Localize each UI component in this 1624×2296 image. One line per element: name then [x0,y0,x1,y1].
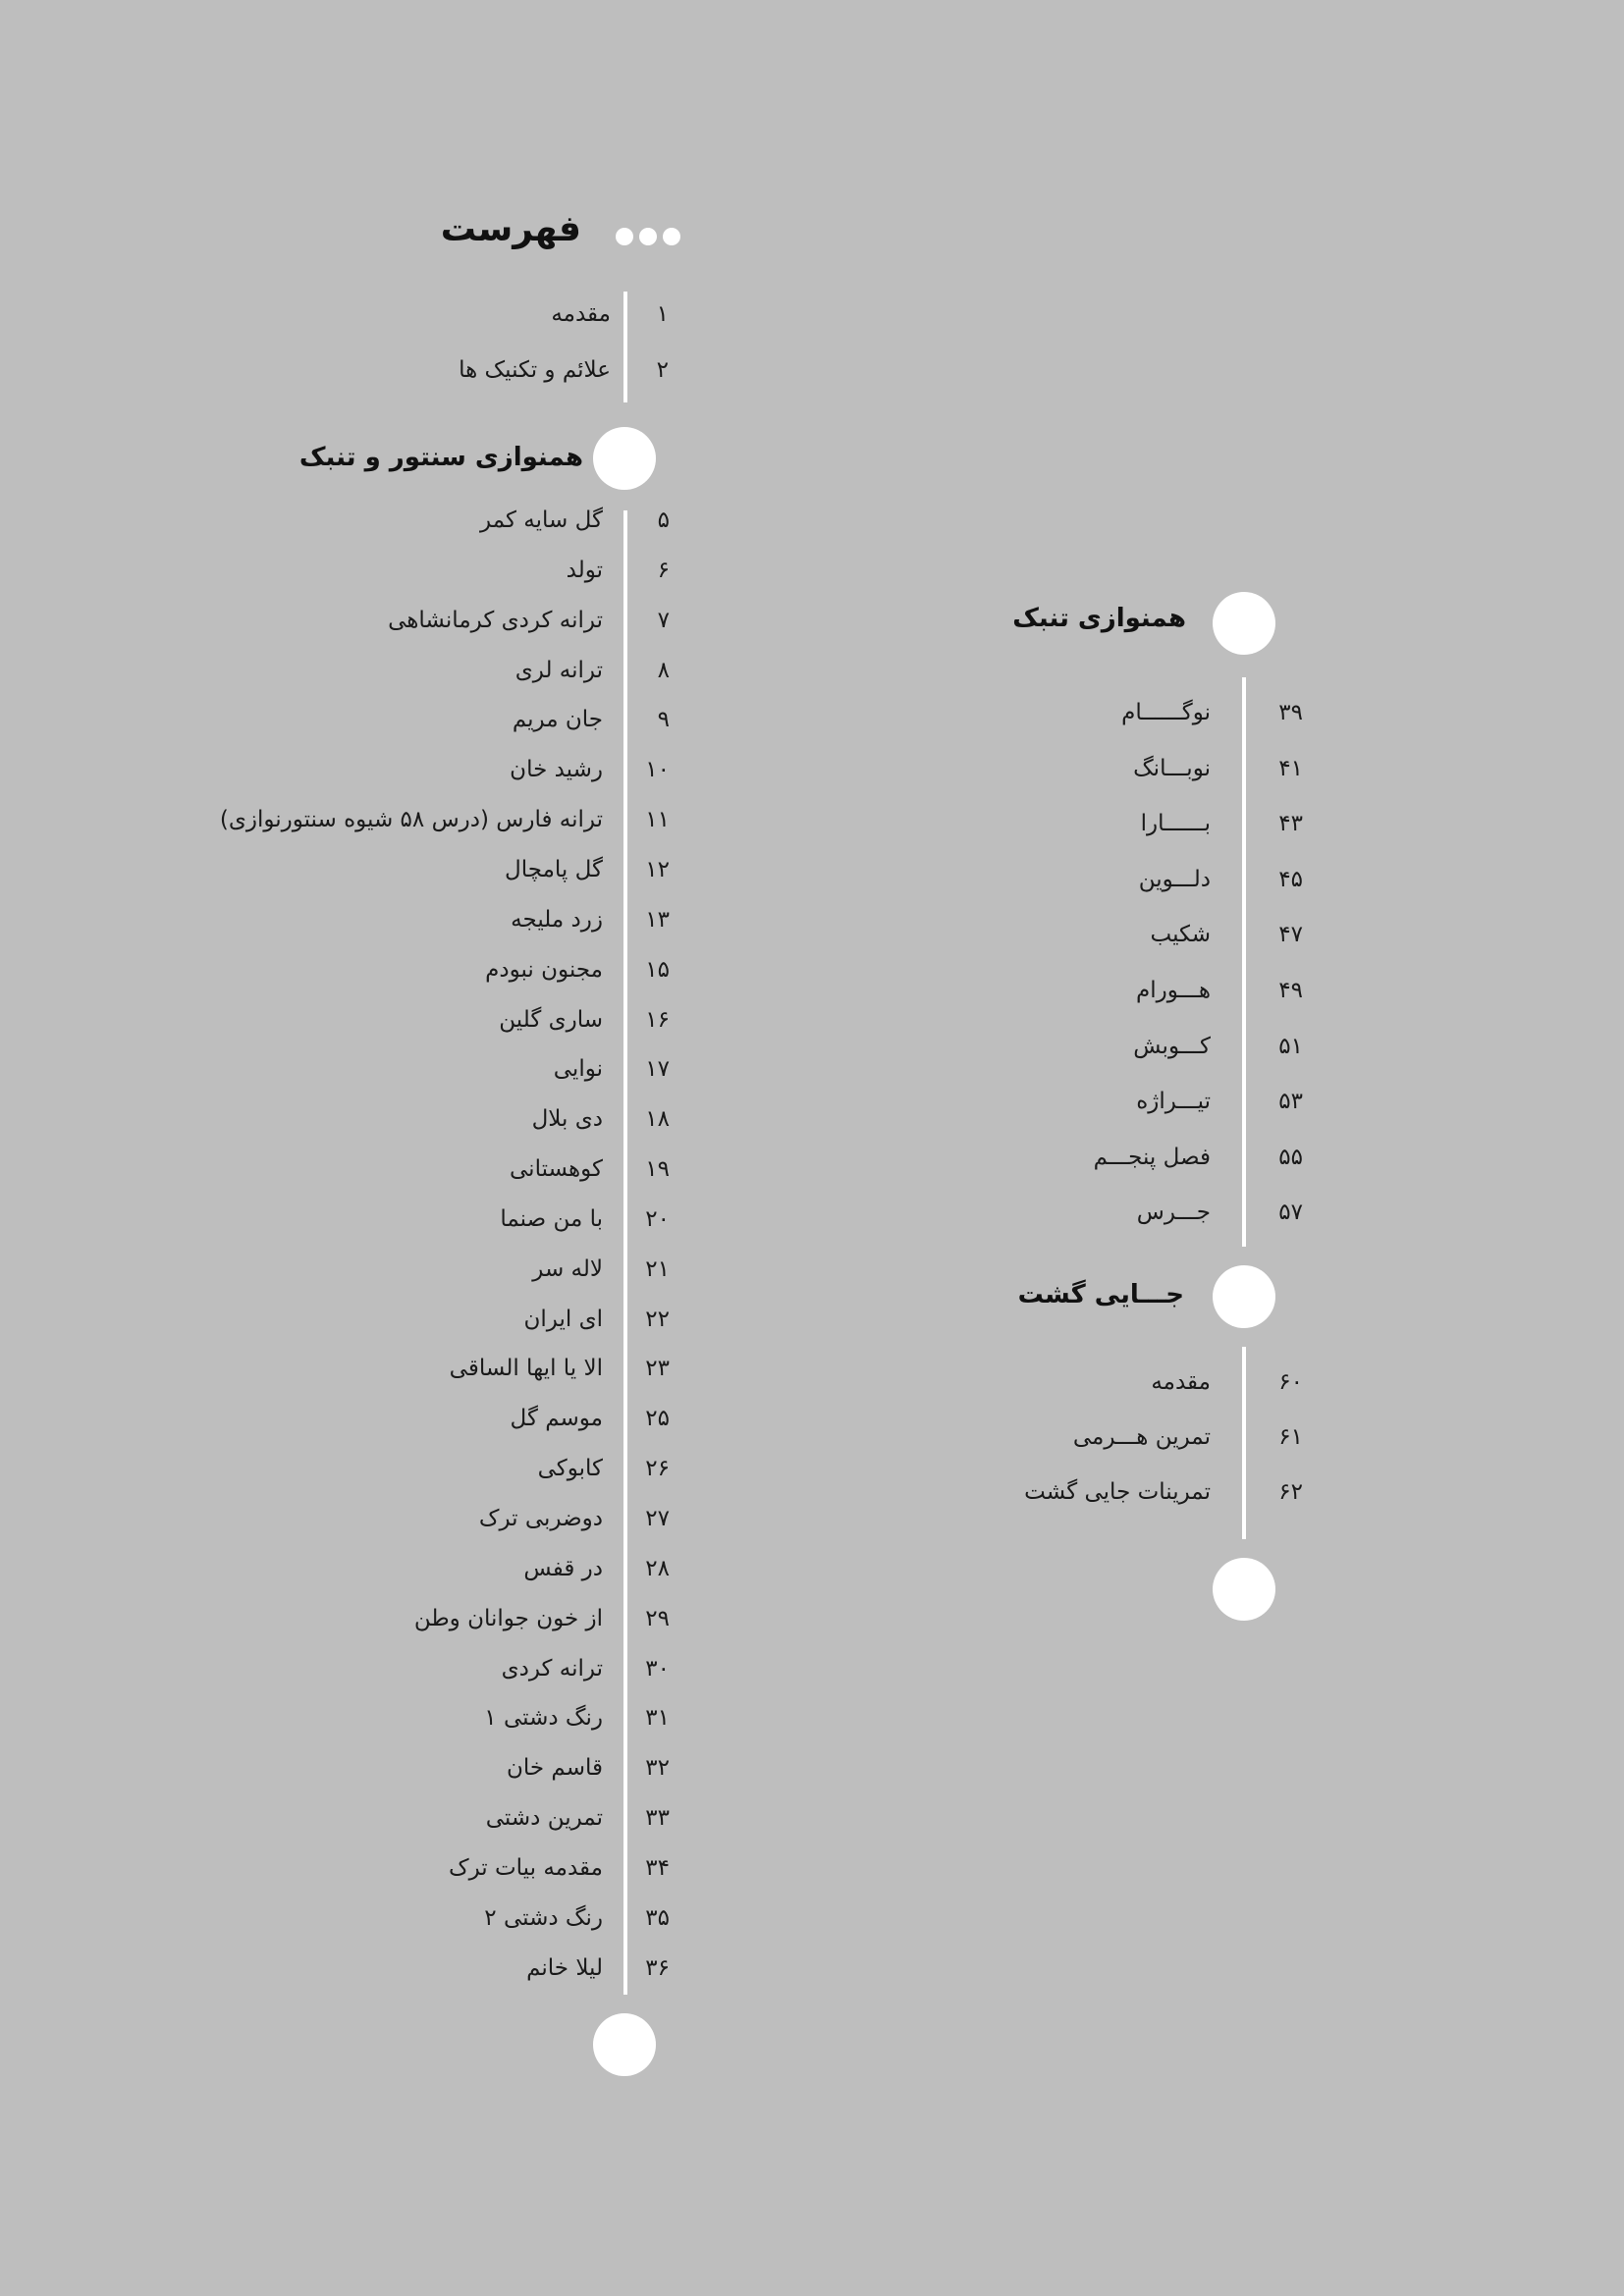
toc-entry[interactable] [0,294,1624,334]
entry-title: ای ایران [523,1306,603,1332]
entry-title: علائم و تکنیک ها [459,356,611,383]
toc-entry[interactable] [0,1949,1624,1988]
entry-title: تمرین هـــرمی [1072,1424,1211,1450]
toc-entry[interactable] [0,1472,1624,1512]
entry-title: بــــــارا [1140,811,1211,837]
toc-entry[interactable] [0,1362,1624,1402]
page-number: ۲۶ [645,1456,670,1482]
toc-entry[interactable] [0,693,1624,732]
entry-title: گل پامچال [505,856,603,882]
entry-title: رشید خان [510,757,603,783]
toc-entry[interactable] [0,1848,1624,1888]
page-number: ۴۳ [1278,811,1303,837]
entry-title: ترانه کردی [501,1655,603,1682]
section-heading-santoor-tonbak: همنوازی سنتور و تنبک [298,443,583,472]
entry-title: ساری گلین [499,1006,603,1033]
entry-title: دی بلال [531,1106,603,1133]
page-number: ۱۰ [645,757,670,783]
page-number: ۳۵ [645,1904,670,1931]
page-number: ۱۱ [645,807,670,833]
toc-entry[interactable] [0,651,1624,690]
page-number: ۱۲ [645,856,670,882]
entry-title: دلـــوین [1138,866,1211,892]
section-marker-circle [593,427,656,490]
toc-entry[interactable] [0,350,1624,390]
entry-title: مجنون نبودم [485,956,603,983]
page-number: ۱۸ [645,1106,670,1133]
entry-title: کابوکی [537,1456,603,1482]
page-number: ۳۲ [645,1755,670,1782]
entry-title: ترانه فارس (درس ۵۸ شیوه سنتورنوازی) [219,807,603,833]
section-heading-tonbak: همنوازی تنبک [1012,604,1186,633]
toc-entry[interactable] [0,1082,1624,1121]
page-number: ۲۰ [645,1205,670,1232]
entry-title: ترانه کردی کرمانشاهی [388,607,603,633]
entry-title: تمرین دشتی [485,1805,603,1832]
entry-title: هـــورام [1136,978,1211,1003]
page-number: ۳۰ [645,1655,670,1682]
page-number: ۴۵ [1278,866,1303,892]
entry-title: شکیب [1150,922,1211,948]
entry-title: قاسم خان [506,1755,603,1782]
section-end-circle [593,2013,656,2076]
page-number: ۶۰ [1278,1369,1303,1395]
entry-title: مقدمه [1151,1369,1211,1395]
entry-title: تمرینات جایی گشت [1024,1479,1211,1505]
toc-entry[interactable] [0,1798,1624,1838]
entry-title: با من صنما [500,1205,603,1232]
entry-title: لیلا خانم [526,1954,603,1981]
toc-entry[interactable] [0,1250,1624,1289]
page-number: ۱۵ [645,956,670,983]
entry-title: الا یا ایها الساقی [449,1356,603,1382]
page-number: ۲۲ [645,1306,670,1332]
entry-title: جان مریم [512,707,603,733]
toc-entry[interactable] [0,1649,1624,1688]
page-number: ۵۷ [1278,1200,1303,1226]
entry-title: جـــرس [1136,1200,1211,1226]
toc-entry[interactable] [0,1748,1624,1788]
page-number: ۸ [657,657,670,683]
page-number: ۱۷ [645,1056,670,1083]
page-number: ۲۹ [645,1605,670,1631]
page-number: ۲۱ [645,1255,670,1282]
entry-title: تولد [566,557,603,583]
page-number: ۳۶ [645,1954,670,1981]
entry-title: مقدمه [551,301,611,327]
page-number: ۴۱ [1278,755,1303,781]
page-number: ۶ [657,557,670,583]
page-number: ۲۷ [645,1506,670,1531]
entry-title: مقدمه بیات ترک [449,1854,603,1881]
page-number: ۵۳ [1278,1089,1303,1115]
toc-entry[interactable] [0,1549,1624,1588]
decorative-dot [616,228,633,245]
entry-title: نوبـــانگ [1133,755,1211,781]
toc-entry[interactable] [0,749,1624,788]
page-number: ۲۵ [645,1406,670,1432]
entry-title: از خون جوانان وطن [413,1605,603,1631]
page-number: ۱۳ [645,906,670,933]
page-number: ۱ [656,301,669,327]
entry-title: گل سایه کمر [480,507,603,533]
entry-title: نوایی [553,1056,603,1083]
page-number: ۳۱ [645,1705,670,1732]
entry-title: کوهستانی [510,1156,603,1183]
page-number: ۵ [657,507,670,533]
section-marker-circle [1213,1265,1275,1328]
page-title: فهرست [440,209,581,249]
page-number: ۷ [657,607,670,633]
toc-entry[interactable] [0,1193,1624,1232]
entry-title: لاله سر [532,1255,603,1282]
entry-title: زرد ملیجه [511,906,603,933]
toc-entry[interactable] [0,1300,1624,1339]
entry-title: نوگــــــام [1121,700,1211,725]
toc-entry[interactable] [0,804,1624,843]
decorative-dot [663,228,680,245]
page-number: ۶۲ [1278,1479,1303,1505]
page-number: ۵۱ [1278,1033,1303,1059]
toc-entry[interactable] [0,1417,1624,1457]
entry-title: موسم گل [510,1406,603,1432]
page-number: ۵۵ [1278,1144,1303,1170]
page-number: ۹ [657,707,670,733]
page-number: ۴۹ [1278,978,1303,1003]
page-number: ۱۹ [645,1156,670,1183]
page-number: ۳۹ [1278,700,1303,725]
page-number: ۲۳ [645,1356,670,1382]
page-number: ۴۷ [1278,922,1303,948]
toc-entry[interactable] [0,971,1624,1010]
page-number: ۳۳ [645,1805,670,1832]
page-number: ۶۱ [1278,1424,1303,1450]
toc-entry[interactable] [0,1599,1624,1638]
toc-entry[interactable] [0,1898,1624,1938]
entry-title: رنگ دشتی ۱ [484,1705,603,1732]
entry-title: کـــوبش [1133,1033,1211,1059]
section-marker-circle [1213,592,1275,655]
entry-title: رنگ دشتی ۲ [484,1904,603,1931]
toc-entry[interactable] [0,1138,1624,1177]
entry-title: تیـــراژه [1136,1089,1211,1115]
entry-title: دوضربی ترک [478,1506,603,1531]
toc-entry[interactable] [0,551,1624,590]
entry-title: در قفس [523,1555,603,1581]
toc-entry[interactable] [0,501,1624,540]
entry-title: ترانه لری [514,657,603,683]
toc-entry[interactable] [0,1698,1624,1737]
section-end-circle [1213,1558,1275,1621]
entry-title: فصل پنجـــم [1093,1144,1211,1170]
toc-entry[interactable] [0,1027,1624,1066]
toc-entry[interactable] [0,860,1624,899]
decorative-dot [639,228,657,245]
toc-entry[interactable] [0,601,1624,640]
page-number: ۱۶ [645,1006,670,1033]
page-number: ۲ [656,356,669,383]
page-number: ۲۸ [645,1555,670,1581]
section-heading-jaygasht: جـــایی گشت [1017,1280,1184,1309]
page-number: ۳۴ [645,1854,670,1881]
toc-entry[interactable] [0,915,1624,954]
